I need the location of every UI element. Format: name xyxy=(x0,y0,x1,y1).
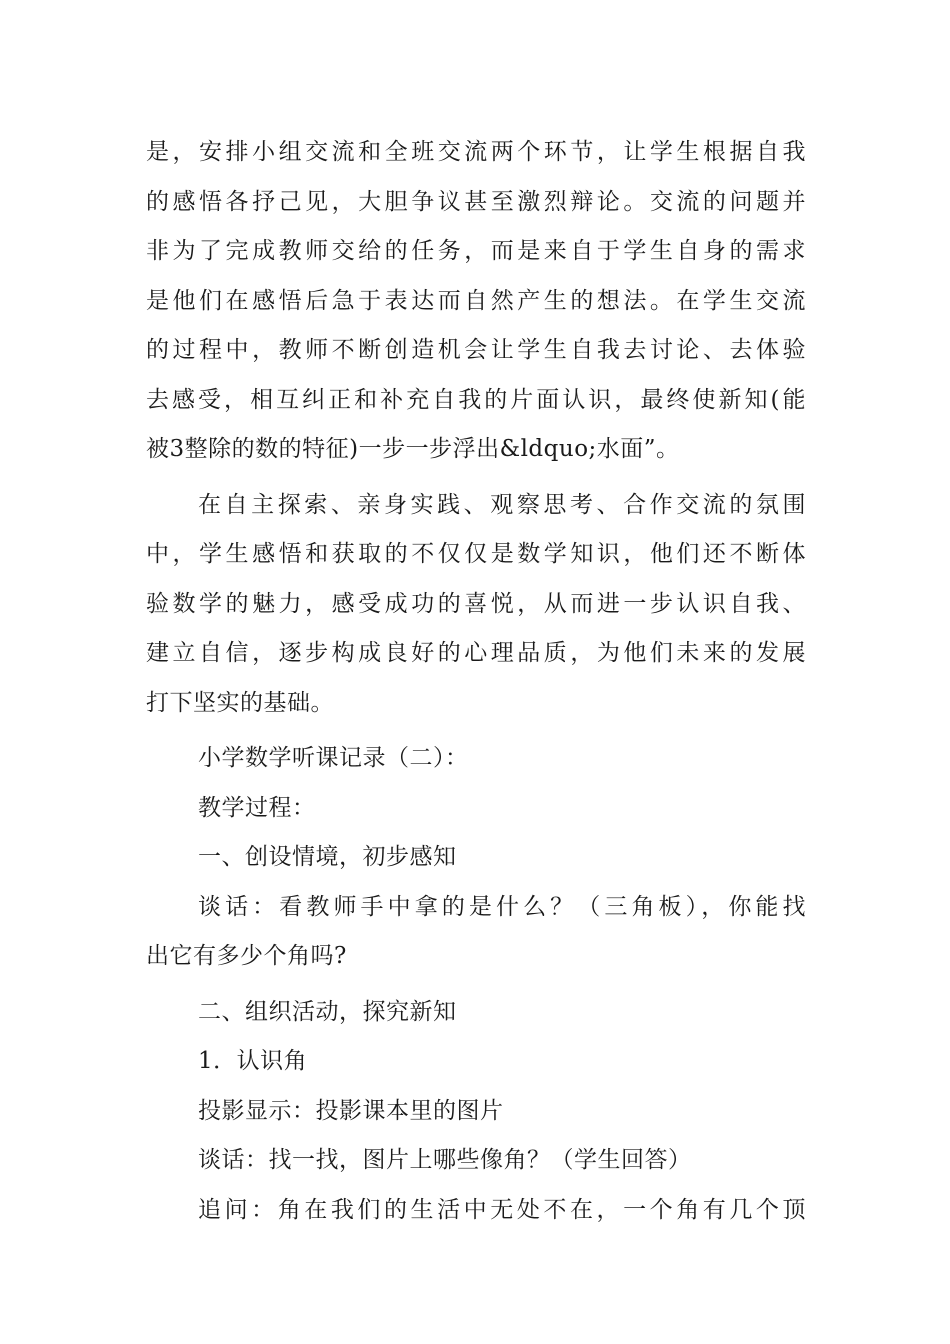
text-line: 谈话：看教师手中拿的是什么？（三角板），你能找 xyxy=(198,893,806,920)
text-line: 去感受，相互纠正和补充自我的片面认识，最终使新知(能 xyxy=(146,386,806,413)
paragraph-atmosphere xyxy=(146,481,806,729)
step-one-heading: 一、创设情境，初步感知 xyxy=(198,844,457,870)
text-line: 建立自信，逐步构成良好的心理品质，为他们未来的发展 xyxy=(146,640,806,666)
text-line: 非为了完成教师交给的任务，而是来自于学生自身的需求 xyxy=(146,238,806,264)
section-heading-record-two: 小学数学听课记录（二）： xyxy=(198,745,469,771)
document-page xyxy=(146,128,806,1235)
text-line: 在自主探索、亲身实践、观察思考、合作交流的氛围 xyxy=(198,491,806,518)
subsection-recognize-angle: 1．认识角 xyxy=(198,1048,308,1074)
text-line: 打下坚实的基础。 xyxy=(146,689,334,716)
text-line: 的过程中，教师不断创造机会让学生自我去讨论、去体验 xyxy=(146,337,806,363)
paragraph-talk-triangle xyxy=(146,883,806,982)
teaching-process-heading: 教学过程： xyxy=(198,794,316,821)
text-line: 中，学生感悟和获取的不仅仅是数学知识，他们还不断体 xyxy=(146,541,806,567)
text-line: 是，安排小组交流和全班交流两个环节，让学生根据自我 xyxy=(146,139,806,165)
text-line: 是他们在感悟后急于表达而自然产生的想法。在学生交流 xyxy=(146,287,806,314)
text-line: 的感悟各抒己见，大胆争议甚至激烈辩论。交流的问题并 xyxy=(146,188,806,215)
follow-up-question-line: 追问：角在我们的生活中无处不在，一个角有几个顶 xyxy=(198,1196,806,1223)
text-line: 被3整除的数的特征)一步一步浮出&ldquo;水面”。 xyxy=(146,436,680,462)
step-two-heading: 二、组织活动，探究新知 xyxy=(198,998,457,1025)
text-line: 验数学的魅力，感受成功的喜悦，从而进一步认识自我、 xyxy=(146,590,806,617)
projection-display-line: 投影显示：投影课本里的图片 xyxy=(198,1097,504,1124)
paragraph-exchange xyxy=(146,128,806,475)
text-line: 出它有多少个角吗? xyxy=(146,943,347,969)
talk-find-line: 谈话：找一找，图片上哪些像角？（学生回答） xyxy=(198,1147,692,1173)
